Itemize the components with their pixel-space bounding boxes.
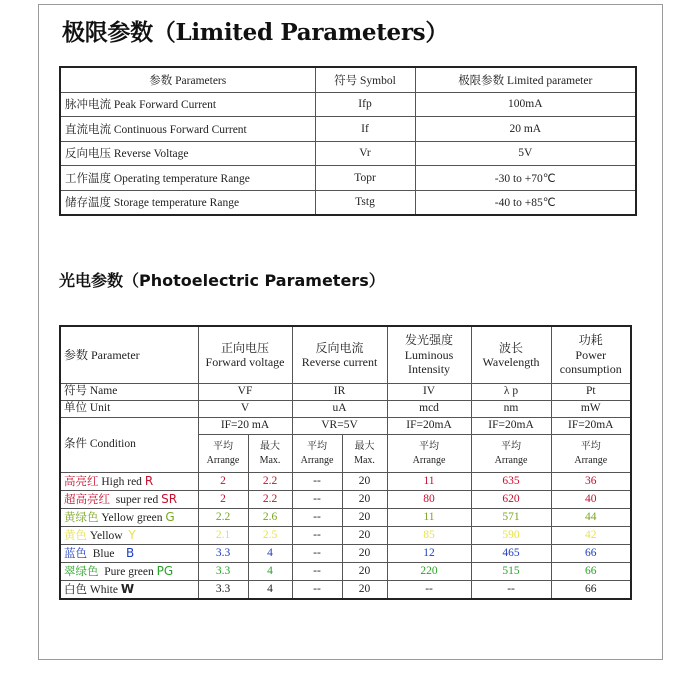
condition-vf: IF=20 mA	[198, 418, 292, 435]
color-name-cn: 高亮红	[64, 475, 99, 488]
condition-iv: IF=20mA	[387, 418, 471, 435]
sub-cn: 平均	[213, 441, 233, 452]
value-cell: -40 to +85℃	[415, 190, 636, 215]
ir-max: 20	[342, 581, 387, 600]
name-row	[60, 384, 631, 401]
color-name-cn: 黄绿色	[64, 511, 99, 524]
color-label	[60, 545, 198, 563]
sub-en: Arrange	[206, 454, 240, 466]
iv-value: --	[387, 581, 471, 600]
symbol-power: Pt	[551, 384, 631, 401]
vf-avg: 2.2	[198, 509, 248, 527]
header-forward-voltage	[198, 326, 292, 384]
unit-vf: V	[198, 401, 292, 418]
limited-parameters-title: 极限参数（Limited Parameters）	[62, 19, 449, 46]
color-name-en: Yellow	[87, 529, 129, 542]
header-en: Forward voltage	[205, 355, 285, 369]
table-row	[60, 527, 631, 545]
unit-wavelength: nm	[471, 401, 551, 418]
color-code: PG	[156, 563, 174, 578]
color-code: B	[125, 545, 135, 560]
color-label	[60, 581, 198, 600]
vf-avg: 3.3	[198, 581, 248, 600]
power-value: 40	[551, 491, 631, 509]
color-label	[60, 563, 198, 581]
symbol-cell: Tstg	[315, 190, 415, 215]
unit-iv: mcd	[387, 401, 471, 418]
sub-avg	[387, 435, 471, 473]
ir-max: 20	[342, 563, 387, 581]
wavelength-value: 571	[471, 509, 551, 527]
table-row	[60, 117, 636, 142]
color-code: R	[144, 473, 154, 488]
sub-cn: 平均	[580, 441, 601, 452]
ir-max: 20	[342, 491, 387, 509]
sub-cn: 平均	[419, 441, 440, 452]
header-cn: 波长	[499, 340, 524, 355]
wavelength-value: 620	[471, 491, 551, 509]
header-cn: 功耗	[578, 333, 603, 348]
table-header-row	[60, 326, 631, 384]
color-name-cn: 超高亮红	[64, 493, 110, 506]
color-code: G	[165, 509, 175, 524]
photoelectric-parameters-title: 光电参数（Photoelectric Parameters）	[59, 271, 385, 290]
vf-avg: 3.3	[198, 545, 248, 563]
value-cell: 100mA	[415, 92, 636, 117]
wavelength-value: 515	[471, 563, 551, 581]
vf-max: 2.5	[248, 527, 292, 545]
unit-power: mW	[551, 401, 631, 418]
symbol-cell: If	[315, 117, 415, 142]
ir-max: 20	[342, 527, 387, 545]
value-cell: -30 to +70℃	[415, 166, 636, 191]
vf-avg: 2	[198, 473, 248, 491]
power-value: 66	[551, 563, 631, 581]
sub-en: Arrange	[412, 454, 446, 466]
sub-max	[248, 435, 292, 473]
wavelength-value: 465	[471, 545, 551, 563]
wavelength-value: --	[471, 581, 551, 600]
iv-value: 85	[387, 527, 471, 545]
param-cell: 脉冲电流 Peak Forward Current	[60, 92, 315, 117]
param-cell: 直流电流 Continuous Forward Current	[60, 117, 315, 142]
table-row	[60, 473, 631, 491]
condition-row	[60, 418, 631, 435]
color-name-cn: 蓝色	[64, 547, 87, 560]
condition-wavelength: IF=20mA	[471, 418, 551, 435]
header-cn: 反向电流	[315, 340, 364, 355]
photoelectric-parameters-table	[59, 325, 632, 600]
color-code: W	[120, 581, 135, 596]
param-cell: 工作温度 Operating temperature Range	[60, 166, 315, 191]
color-code: Y	[128, 527, 136, 542]
table-row	[60, 545, 631, 563]
header-wavelength	[471, 326, 551, 384]
vf-max: 2.6	[248, 509, 292, 527]
unit-row	[60, 401, 631, 418]
ir-avg: --	[292, 473, 342, 491]
symbol-cell: Vr	[315, 141, 415, 166]
color-rows	[60, 473, 631, 600]
power-value: 66	[551, 545, 631, 563]
header-luminous-intensity	[387, 326, 471, 384]
ir-avg: --	[292, 527, 342, 545]
sub-avg	[471, 435, 551, 473]
iv-value: 12	[387, 545, 471, 563]
vf-avg: 2.1	[198, 527, 248, 545]
table-row	[60, 563, 631, 581]
vf-max: 4	[248, 581, 292, 600]
header-en: Reverse current	[301, 355, 378, 369]
header-limited-parameter: 极限参数 Limited parameter	[415, 67, 636, 92]
table-row	[60, 509, 631, 527]
color-name-en: Pure green	[98, 565, 157, 578]
vf-max: 2.2	[248, 473, 292, 491]
iv-value: 11	[387, 509, 471, 527]
color-name-en: High red	[98, 475, 145, 488]
sub-cn: 最大	[260, 441, 280, 452]
condition-power: IF=20mA	[551, 418, 631, 435]
condition-ir: VR=5V	[292, 418, 387, 435]
color-name-en: super red	[110, 493, 162, 506]
color-label	[60, 473, 198, 491]
ir-avg: --	[292, 581, 342, 600]
header-en: Power	[575, 347, 607, 362]
value-cell: 20 mA	[415, 117, 636, 142]
sub-cn: 平均	[307, 441, 328, 452]
vf-max: 4	[248, 545, 292, 563]
color-name-cn: 白色	[64, 583, 87, 596]
table-row	[60, 491, 631, 509]
sub-en: Arrange	[574, 454, 608, 466]
color-label	[60, 491, 198, 509]
sub-max	[342, 435, 387, 473]
header-parameter: 参数 Parameter	[60, 326, 198, 384]
sub-cn: 最大	[354, 441, 375, 452]
table-row	[60, 190, 636, 215]
param-cell: 储存温度 Storage temperature Range	[60, 190, 315, 215]
ir-max: 20	[342, 545, 387, 563]
symbol-wavelength: λ p	[471, 384, 551, 401]
color-name-cn: 翠绿色	[64, 565, 99, 578]
color-name-cn: 黄色	[64, 529, 87, 542]
color-name-en: White	[87, 583, 121, 596]
sub-avg	[551, 435, 631, 473]
wavelength-value: 635	[471, 473, 551, 491]
sub-cn: 平均	[501, 441, 522, 452]
table-row	[60, 581, 631, 600]
sub-en: Max.	[259, 454, 281, 466]
header-symbol: 符号 Symbol	[315, 67, 415, 92]
table-row	[60, 92, 636, 117]
wavelength-value: 590	[471, 527, 551, 545]
row-label: 符号 Name	[60, 384, 198, 401]
header-cn: 正向电压	[221, 340, 270, 355]
color-label	[60, 509, 198, 527]
header-parameters: 参数 Parameters	[60, 67, 315, 92]
row-label: 单位 Unit	[60, 401, 198, 418]
header-en: Intensity	[408, 362, 451, 377]
color-name-en: Blue	[87, 547, 126, 560]
color-code: SR	[161, 491, 178, 506]
unit-ir: uA	[292, 401, 387, 418]
ir-max: 20	[342, 509, 387, 527]
row-label: 条件 Condition	[60, 418, 198, 473]
ir-avg: --	[292, 545, 342, 563]
iv-value: 220	[387, 563, 471, 581]
header-en: Luminous	[404, 347, 454, 362]
table-row	[60, 141, 636, 166]
symbol-iv: IV	[387, 384, 471, 401]
sub-avg	[292, 435, 342, 473]
iv-value: 80	[387, 491, 471, 509]
sub-en: Arrange	[494, 454, 528, 466]
power-value: 44	[551, 509, 631, 527]
symbol-cell: Ifp	[315, 92, 415, 117]
header-cn: 发光强度	[405, 333, 454, 348]
ir-max: 20	[342, 473, 387, 491]
header-reverse-current	[292, 326, 387, 384]
ir-avg: --	[292, 509, 342, 527]
param-cell: 反向电压 Reverse Voltage	[60, 141, 315, 166]
color-name-en: Yellow green	[98, 511, 166, 524]
power-value: 42	[551, 527, 631, 545]
iv-value: 11	[387, 473, 471, 491]
table-row	[60, 166, 636, 191]
vf-avg: 3.3	[198, 563, 248, 581]
ir-avg: --	[292, 491, 342, 509]
vf-avg: 2	[198, 491, 248, 509]
header-en: consumption	[559, 362, 622, 377]
sub-avg	[198, 435, 248, 473]
ir-avg: --	[292, 563, 342, 581]
vf-max: 4	[248, 563, 292, 581]
limited-parameters-table	[59, 66, 637, 216]
vf-max: 2.2	[248, 491, 292, 509]
header-power-consumption	[551, 326, 631, 384]
sub-en: Arrange	[300, 454, 334, 466]
power-value: 36	[551, 473, 631, 491]
symbol-ir: IR	[292, 384, 387, 401]
value-cell: 5V	[415, 141, 636, 166]
table-header-row	[60, 67, 636, 92]
header-en: Wavelength	[482, 355, 540, 369]
symbol-cell: Topr	[315, 166, 415, 191]
sub-en: Max.	[354, 454, 375, 466]
color-label	[60, 527, 198, 545]
symbol-vf: VF	[198, 384, 292, 401]
power-value: 66	[551, 581, 631, 600]
